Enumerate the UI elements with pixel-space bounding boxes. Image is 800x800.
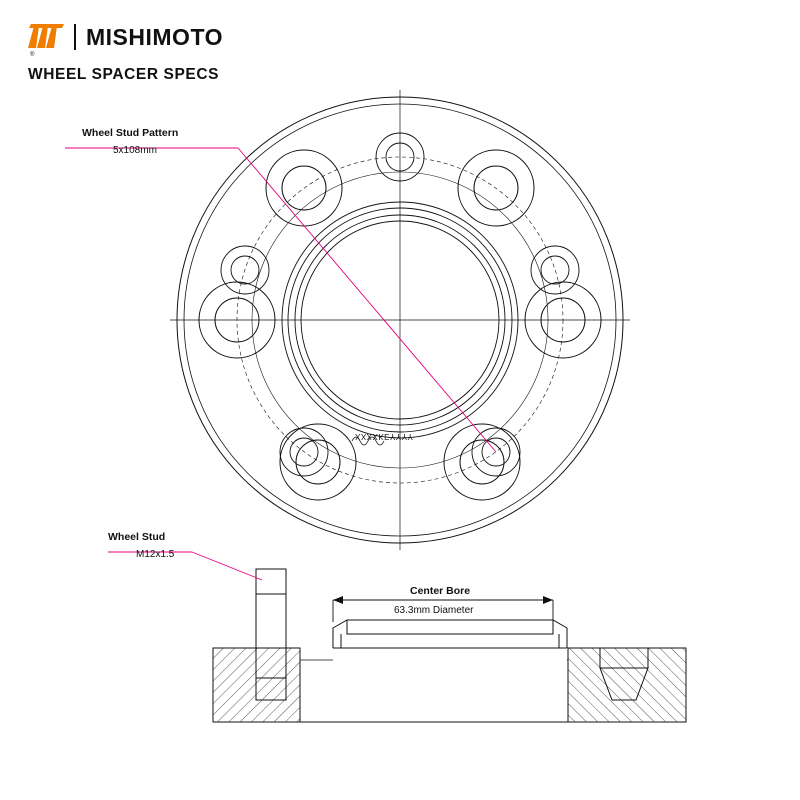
dimension-label-center-bore: Center Bore <box>410 585 471 597</box>
front-face-view <box>170 90 630 550</box>
engraving-text: XXXXKEYYYY <box>355 432 414 441</box>
page-title: WHEEL SPACER SPECS <box>28 66 220 83</box>
callout-label-wheel-stud-pattern: Wheel Stud Pattern <box>82 127 179 139</box>
callout-value-wheel-stud: M12x1.5 <box>136 549 175 560</box>
callout-label-wheel-stud: Wheel Stud <box>108 531 166 543</box>
callout-value-wheel-stud-pattern: 5x108mm <box>113 145 157 156</box>
dimension-value-center-bore: 63.3mm Diameter <box>394 605 474 616</box>
registered-mark: ® <box>30 52 35 58</box>
brand-name: MISHIMOTO <box>86 23 223 50</box>
